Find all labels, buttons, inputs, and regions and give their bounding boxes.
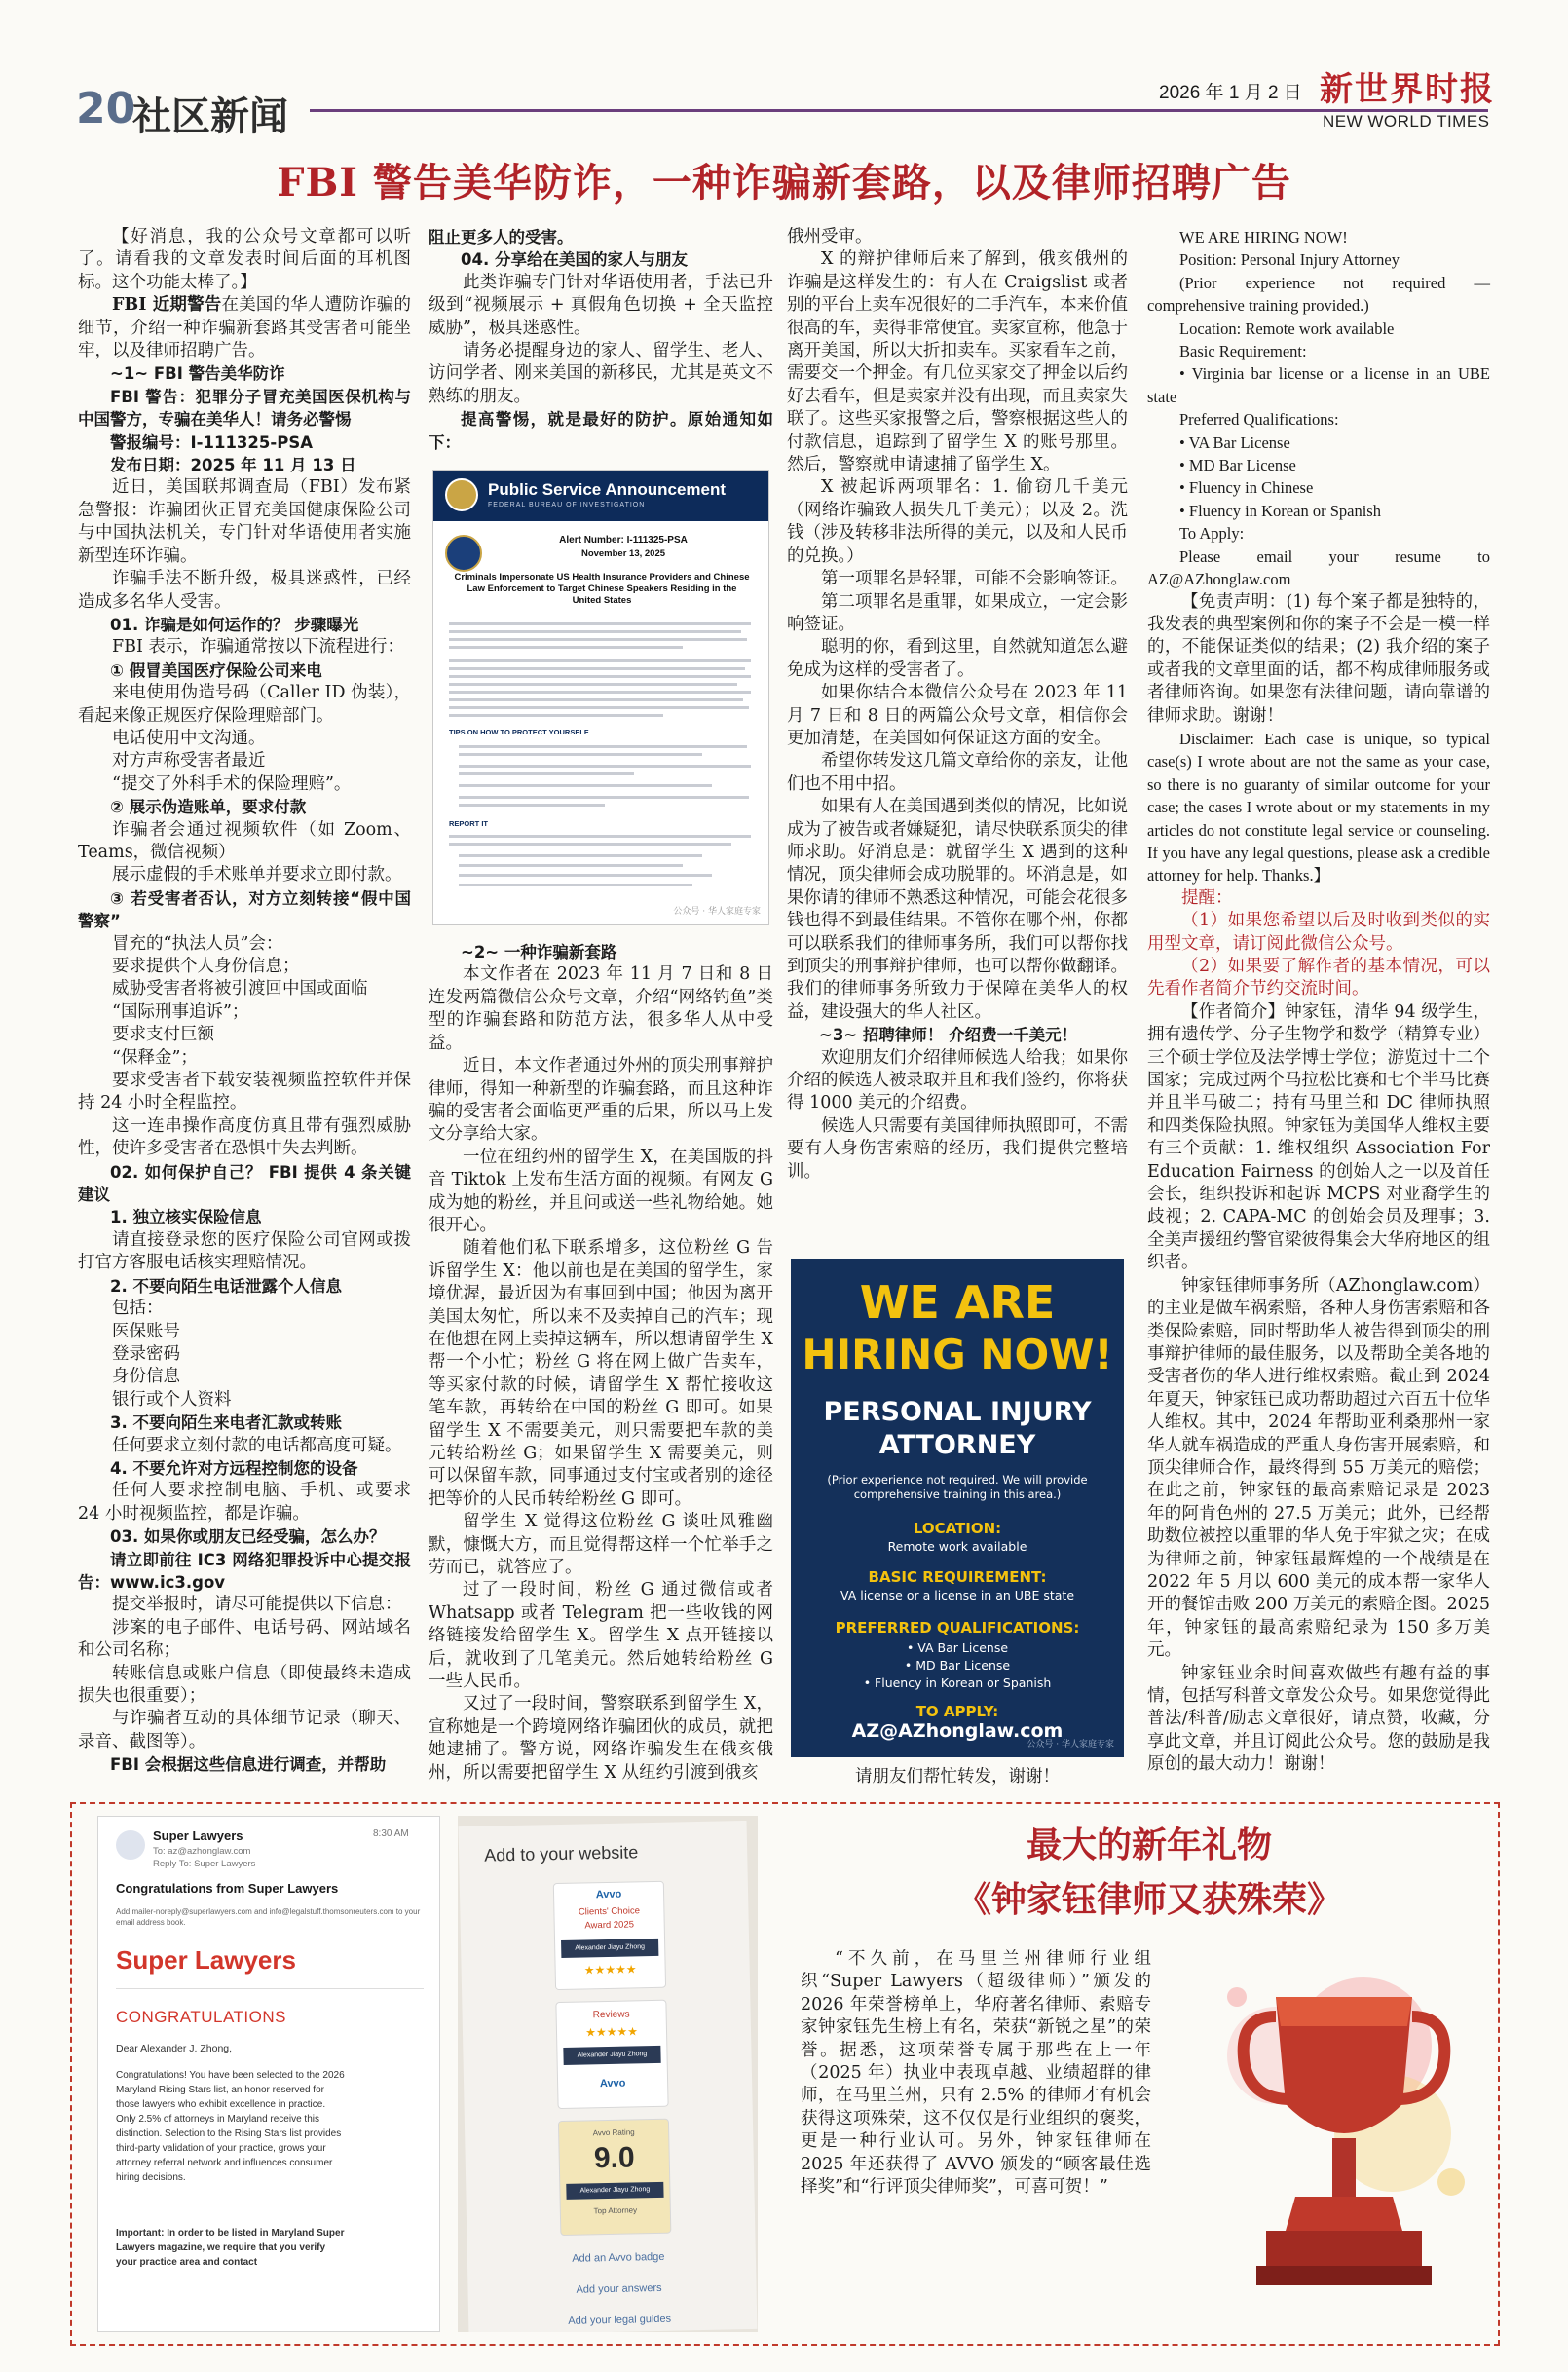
subheading: FBI 会根据这些信息进行调查，并帮助 <box>110 1755 387 1775</box>
subheading: 03. 如果你或朋友已经受骗，怎么办？ <box>110 1527 386 1547</box>
paragraph: 过了一段时间，粉丝 G 通过微信或者 Whatsapp 或者 Telegram 把一些收钱的网络链接发给留学生 X。留学生 X 点开链接以后，就收到了几笔美元。然后她转给粉丝 G 一些人民币。 <box>429 1580 773 1692</box>
paragraph: 一位在纽约州的留学生 X，在美国版的抖音 Tiktok 上发布生活方面的视频。有网友 G 成为她的粉丝，并且问或送一些礼物给她。她很开心。 <box>429 1147 773 1235</box>
release-date: 发布日期：2025 年 11 月 13 日 <box>110 456 356 475</box>
paragraph: 希望你转发这几篇文章给你的亲友，让他们也不用中招。 <box>787 751 1128 794</box>
text-line <box>449 630 741 633</box>
job-line: Position: Personal Injury Attorney <box>1179 250 1400 270</box>
ad-line-3: PERSONAL INJURY <box>823 1397 1092 1427</box>
list-item: 展示虚假的手术账单并要求立即付款。 <box>112 865 402 885</box>
ad-line-4: ATTORNEY <box>878 1430 1036 1460</box>
fbi-psa-image <box>432 470 769 925</box>
hiring-ad-image <box>791 1259 1124 1757</box>
text-line <box>449 843 731 846</box>
badge-name: Alexander Jiayu Zhong <box>563 2046 660 2065</box>
list-item: 转账信息或账户信息（即使最终未造成损失也很重要）； <box>78 1663 411 1706</box>
reminder-item: （1）如果您希望以后及时收到类似的实用型文章，请订阅此微信公众号。 <box>1147 911 1490 954</box>
ad-pref-item: • Fluency in Korean or Spanish <box>863 1675 1052 1690</box>
reviews-badge <box>555 2000 668 2109</box>
paragraph-text: 在美国的华人遭防诈骗的细节，介绍一种诈骗新套路其受害者可能坐牢，以及律师招聘广告。 <box>78 295 411 361</box>
section-title: 社区新闻 <box>132 94 288 139</box>
watermark: 公众号 · 华人家庭专家 <box>673 907 761 917</box>
avvo-badges-photo <box>458 1816 758 2332</box>
psa-title: Public Service Announcement <box>488 480 727 499</box>
masthead-english: NEW WORLD TIMES <box>1323 112 1490 131</box>
badge-line: Top Attorney <box>593 2205 638 2216</box>
ad-basic-value: VA license or a license in an UBE state <box>840 1588 1075 1602</box>
email-reply-to: Reply To: Super Lawyers <box>153 1859 256 1869</box>
masthead-chinese: 新世界时报 <box>1320 70 1495 109</box>
subheading: 4. 不要允许对方远程控制您的设备 <box>110 1458 358 1478</box>
paragraph: 诈骗手法不断升级，极具迷惑性，已经造成多名华人受害。 <box>78 569 411 612</box>
firm-description: 钟家钰律师事务所（AZhonglaw.com）的主业是做车祸索赔，各种人身伤害索赔和各类保险索赔，同时帮助华人被告得到顶尖的刑事辩护律师的最佳服务，以及帮助全美各地的受害者伤的华人进行维权索赔。截止到 2024 年夏天，钟家钰已成功帮助超过六百五十位华人维权。其中，2024 年帮助亚利桑那州一家华人就车祸造成的严重人身伤害开展索赔，和顶尖律师合作，最终得到 55 万美元的赔偿；在此之前，钟家钰的最高索赔记录是 2023 年的阿肯色州的 27.5 万美元；此外，已经帮助数位被控以重罪的华人免于牢狱之灾；在成为律师之前，钟家钰最辉煌的一个战绩是在 2022 年 5 月以 600 美元的成本帮一家华人开的餐馆击败 200 万美元的索赔企图。2025 年，钟家钰的最高索赔纪录为 150 多万美元。 <box>1147 1275 1490 1661</box>
subheading: 1. 独立核实保险信息 <box>110 1208 262 1227</box>
list-item: 冒充的“执法人员”会： <box>112 933 283 954</box>
subheading: 提高警惕，就是最好的防护。原始通知如下： <box>429 410 773 452</box>
job-line: Preferred Qualifications: <box>1179 410 1339 430</box>
psa-alert-number: Alert Number: I-111325-PSA <box>559 535 688 546</box>
text-line <box>459 753 702 756</box>
reminder-label: 提醒： <box>1181 887 1233 908</box>
psa-date: November 13, 2025 <box>580 548 666 559</box>
job-line: (Prior experience not required — comprehensive training provided.) <box>1147 273 1490 316</box>
subheading: 01. 诈骗是如何运作的？ 步骤曝光 <box>110 615 359 634</box>
disclaimer-chinese: 【免责声明：(1) 每个案子都是独特的，我发表的典型案例和你的案子不会是一模一样的，不能保证类似的结果；(2) 我介绍的案子或者我的文章里面的话，都不构成律师服务或者律师咨询。如果您有法律问题，请向靠谱的律师求助。谢谢！ <box>1147 591 1490 726</box>
text-line <box>449 835 751 838</box>
avvo-logo: Avvo <box>599 2077 626 2090</box>
paragraph: 【好消息，我的公众号文章都可以听了。请看我的文章发表时间后面的耳机图标。这个功能太棒了。】 <box>78 227 411 292</box>
photo-sheet <box>459 1821 758 2332</box>
header-rule <box>310 109 1488 112</box>
add-badge-link[interactable]: Add an Avvo badge <box>572 2250 665 2265</box>
psa-report-heading: REPORT IT <box>449 819 489 828</box>
job-line: Location: Remote work available <box>1179 319 1395 338</box>
list-item: 涉案的电子邮件、电话号码、网站域名和公司名称； <box>78 1617 411 1661</box>
ad-line-1: WE ARE <box>859 1276 1056 1329</box>
job-line: WE ARE HIRING NOW! <box>1179 228 1348 246</box>
avvo-logo: Avvo <box>595 1888 622 1901</box>
text-line <box>449 646 683 649</box>
ad-location-value: Remote work available <box>887 1539 1027 1554</box>
list-item: 要求支付巨额 <box>112 1025 214 1045</box>
reminder-item: （2）如果要了解作者的基本情况，可以先看作者简介节约交流时间。 <box>1147 957 1490 999</box>
add-guides-link[interactable]: Add your legal guides <box>568 2313 672 2327</box>
badge-name: Alexander Jiayu Zhong <box>561 1939 658 1958</box>
text-line <box>459 874 712 877</box>
bold-lead: FBI 近期警告 <box>112 295 222 316</box>
column-3 <box>787 226 1128 1184</box>
subheading: ② 展示伪造账单，要求付款 <box>110 798 307 817</box>
email-important: Important: In order to be listed in Maryland Super Lawyers magazine, we require that you verify your practice area and contact <box>116 2228 345 2268</box>
disclaimer-english: Disclaimer: Each case is unique, so typical case(s) I wrote about are not the same as your case, so there is no guaranty of similar outcome for your case; the cases I wrote about or my statements in my articles do not constitute legal service or counseling. If you have any legal questions, please ask a credible attorney for help. Thanks.】 <box>1147 729 1490 885</box>
paragraph: 任何要求立刻付款的电话都高度可疑。 <box>112 1435 402 1455</box>
text-line <box>459 796 749 799</box>
fbi-badge-icon <box>445 535 482 572</box>
ad-location-label: LOCATION: <box>913 1520 1002 1537</box>
ad-apply-label: TO APPLY: <box>915 1703 999 1720</box>
list-item: 包括： <box>112 1299 164 1319</box>
paragraph: 近日，美国联邦调查局（FBI）发布紧急警报：诈骗团伙正冒充美国健康保险公司与中国执法机关，专门针对华语使用者实施新型连环诈骗。 <box>78 477 411 566</box>
job-line: • Fluency in Chinese <box>1179 478 1314 498</box>
congratulations-heading: CONGRATULATIONS <box>116 2008 286 2026</box>
list-item: 威胁受害者将被引渡回中国或面临 <box>112 979 368 999</box>
list-item: 要求提供个人身份信息； <box>112 957 300 976</box>
list-item: 银行或个人资料 <box>112 1389 232 1410</box>
add-answers-link[interactable]: Add your answers <box>576 2281 662 2296</box>
email-to: To: az@azhonglaw.com <box>153 1846 251 1857</box>
text-line <box>459 854 702 857</box>
subheading: ③ 若受害者否认，对方立刻转接“假中国警察” <box>78 888 411 931</box>
paragraph: 俄州受审。 <box>787 227 873 246</box>
job-line: • VA Bar License <box>1179 433 1290 452</box>
paragraph: 本文作者在 2023 年 11 月 7 日和 8 日连发两篇微信公众号文章，介绍“网络钓鱼”类型的诈骗套路和防范方法，很多华人从中受益。 <box>429 964 773 1053</box>
badge-line: Reviews <box>592 2009 630 2021</box>
list-item: “国际刑事追诉”； <box>112 1001 249 1022</box>
super-lawyers-email-image <box>97 1816 440 2332</box>
badge-name: Alexander Jiayu Zhong <box>566 2182 663 2200</box>
email-add-line: Add mailer-noreply@superlawyers.com and info@legalstuff.thomsonreuters.com to your email address book. <box>116 1907 421 1927</box>
subheading: ① 假冒美国医疗保险公司来电 <box>110 660 322 680</box>
badge-line: Avvo Rating <box>592 2127 635 2138</box>
job-line: • Virginia bar license or a license in an UBE state <box>1147 364 1490 406</box>
issue-date: 2026 年 1 月 2 日 <box>1159 83 1302 103</box>
subheading: 请立即前往 IC3 网络犯罪投诉中心提交报告：www.ic3.gov <box>78 1550 411 1592</box>
paragraph: 此类诈骗专门针对华语使用者，手法已升级到“视频展示 + 真假角色切换 + 全天监控威胁”，极具迷惑性。 <box>429 272 773 338</box>
subheading: 04. 分享给在美国的家人与朋友 <box>461 250 688 270</box>
ad-apply-email: AZ@AZhonglaw.com <box>851 1720 1064 1742</box>
paragraph <box>78 294 411 362</box>
text-line <box>459 765 751 768</box>
list-item: 要求受害者下载安装视频监控软件并保持 24 小时全程监控。 <box>78 1071 411 1113</box>
text-line <box>449 706 749 709</box>
avatar <box>116 1830 145 1860</box>
paragraph: 第二项罪名是重罪，如果成立，一定会影响签证。 <box>787 591 1128 634</box>
paragraph: “不久前，在马里兰州律师行业组织“Super Lawyers（超级律师）”颁发的 2026 年荣誉榜单上，华府著名律师、索赔专家钟家钰先生榜上有名，荣获“新锐之星”的荣誉。据悉，这项荣誉专属于那些在上一年（2025 年）执业中表现卓越、业绩超群的律师，在马里兰州，只有 2.5% 的律师才有机会获得这项殊荣，这不仅仅是行业组织的褒奖，更是一种行业认可。另外，钟家钰律师在 2025 年还获得了 AVVO 颁发的“顾客最佳选择奖”和“行评顶尖律师奖”，可喜可贺！” <box>801 1949 1151 2198</box>
paragraph: 欢迎朋友们介绍律师候选人给我；如果你介绍的候选人被录取并且和我们签约，你将获得 1000 美元的介绍费。 <box>787 1047 1128 1113</box>
column-2 <box>429 226 773 1785</box>
photo-title: Add to your website <box>483 1842 639 1865</box>
author-bio: 【作者简介】钟家钰，清华 94 级学生，拥有遗传学、分子生物学和数学（精算专业）三个硕士学位及法学博士学位；游览过十二个国家；完成过两个马拉松比赛和七个半马比赛并且半马破二；持有马里兰和 DC 律师执照和四类保险执照。钟家钰为美国华人维权主要有三个贡献：1. 维权组织 Association For Education Fairness 的创始人之一以及首任会长，组织投诉和起诉 MCPS 对亚裔学生的歧视；2. CAPA-MC 的创始会员及理事；3. 全美声援纽约警官梁彼得集会大华府地区的组织者。 <box>1147 1001 1490 1273</box>
text-line <box>459 804 605 807</box>
list-item: “保释金”； <box>112 1047 198 1068</box>
paragraph: 这一连串操作高度仿真且带有强烈威胁性，使许多受害者在恐惧中失去判断。 <box>78 1115 411 1159</box>
super-lawyers-logo: Super Lawyers <box>116 1945 296 1975</box>
subheading: 阻止更多人的受害。 <box>429 228 574 246</box>
paragraph: 第一项罪名是轻罪，可能不会影响签证。 <box>821 569 1128 589</box>
text-line <box>459 772 634 775</box>
fbi-seal-icon <box>445 478 478 511</box>
email-greeting: Dear Alexander J. Zhong, <box>116 2043 233 2054</box>
column-4 <box>1147 226 1490 1777</box>
ad-caption: 请朋友们帮忙转发，谢谢！ <box>855 1767 1060 1787</box>
paragraph: 任何人要求控制电脑、手机、或要求 24 小时视频监控，都是诈骗。 <box>78 1481 411 1524</box>
subheading: FBI 警告：犯罪分子冒充美国医保机构与中国警方，专骗在美华人！请务必警惕 <box>78 387 411 430</box>
text-line <box>459 884 692 886</box>
text-line <box>449 622 751 625</box>
subheading: 3. 不要向陌生来电者汇款或转账 <box>110 1413 342 1433</box>
list-item: 身份信息 <box>112 1367 180 1387</box>
text-line <box>449 683 737 686</box>
subheading: ~2~ 一种诈骗新套路 <box>461 943 617 962</box>
page-number: 20 <box>76 84 136 133</box>
award-subtitle: 《钟家钰律师又获殊荣》 <box>955 1879 1342 1920</box>
trophy-icon <box>1169 1939 1490 2328</box>
list-item: 来电使用伪造号码（Caller ID 伪装），看起来像正规医疗保险理赔部门。 <box>78 683 411 726</box>
paragraph: 提交举报时，请尽可能提供以下信息： <box>112 1595 402 1615</box>
psa-tips-heading: TIPS ON HOW TO PROTECT YOURSELF <box>449 728 589 736</box>
ad-basic-label: BASIC REQUIREMENT: <box>868 1568 1047 1586</box>
subheading: ~1~ FBI 警告美华防诈 <box>110 364 285 384</box>
list-item: 电话使用中文沟通。 <box>112 728 266 748</box>
paragraph: 请直接登录您的医疗保险公司官网或拨打官方客服电话核实理赔情况。 <box>78 1229 411 1273</box>
headline: FBI 警告美华防诈，一种诈骗新套路，以及律师招聘广告 <box>277 160 1291 206</box>
award-body <box>801 1948 1151 2199</box>
text-line <box>449 675 751 678</box>
email-time: 8:30 AM <box>373 1828 409 1839</box>
text-line <box>449 667 745 670</box>
paragraph: X 的辩护律师后来了解到，俄亥俄州的诈骗是这样发生的：有人在 Craigslist 或者别的平台上卖车况很好的二手汽车，本来价值很高的车，卖得非常便宜。卖家宣称，他急于离开美国，所以大折扣卖车。买家看车之前，需要交一个押金。有几位买家交了押金以后约好去看车，但是卖家并没有出现，而且卖家失联了。这些买家报警之后，警察根据这些人的付款信息，追踪到了留学生 X 的账号那里。然后，警察就申请逮捕了留学生 X。 <box>787 249 1128 475</box>
paragraph: 又过了一段时间，警察联系到留学生 X，宣称她是一个跨境网络诈骗团伙的成员，就把她逮捕了。警方说，网络诈骗发生在俄亥俄州，所以需要把留学生 X 从纽约引渡到俄亥 <box>429 1694 773 1783</box>
ad-pref-label: PREFERRED QUALIFICATIONS: <box>835 1619 1080 1637</box>
closing-paragraph: 钟家钰业余时间喜欢做些有趣有益的事情，包括写科普文章发公众号。如果您觉得此普法/科普/励志文章很好，请点赞，收藏，分享此文章，并且订阅此公众号。您的鼓励是我原创的最大动力！谢谢！ <box>1147 1663 1490 1775</box>
job-line: • MD Bar License <box>1179 456 1296 475</box>
ad-line-2: HIRING NOW! <box>802 1331 1113 1378</box>
watermark: 公众号 · 华人家庭专家 <box>1027 1740 1114 1750</box>
text-line <box>459 784 712 787</box>
text-line <box>449 698 743 701</box>
psa-headline: Criminals Impersonate US Health Insurance Providers and Chinese Law Enforcement to Target Chinese Speakers Residing in the United States <box>454 572 750 606</box>
job-line: To Apply: <box>1179 524 1245 544</box>
divider <box>116 1988 424 1989</box>
ad-pref-item: • VA Bar License <box>906 1640 1009 1655</box>
text-line <box>449 714 663 717</box>
list-item: 登录密码 <box>112 1343 180 1364</box>
list-item: 与诈骗者互动的具体细节记录（聊天、录音、截图等）。 <box>78 1709 411 1751</box>
paragraph: 如果你结合本微信公众号在 2023 年 11 月 7 日和 8 日的两篇公众号文章，相信你会更加清楚，在美国如何保证这方面的安全。 <box>787 683 1128 748</box>
list-item: 对方声称受害者最近 <box>112 751 266 772</box>
email-sender: Super Lawyers <box>153 1828 243 1843</box>
text-line <box>449 691 751 694</box>
paragraph: FBI 表示，诈骗通常按以下流程进行： <box>112 637 404 658</box>
subheading: ~3~ 招聘律师！ 介绍费一千美元！ <box>819 1026 1078 1045</box>
paragraph: 留学生 X 觉得这位粉丝 G 谈吐风雅幽默，慷慨大方，而且觉得帮这样一个忙举手之劳而已，就答应了。 <box>429 1512 773 1578</box>
paragraph: 随着他们私下联系增多，这位粉丝 G 告诉留学生 X：他以前也是在美国的留学生，家境优渥，最近因为有事回到中国；他因为离开美国太匆忙，所以来不及卖掉自己的汽车；现在他想在网上卖掉这辆车，所以想请留学生 X 帮一个小忙；粉丝 G 将在网上做广告卖车，等买家付款的时候，请留学生 X 帮忙接收这笔车款，再转给在中国的粉丝 G 即可。如果留学生 X 不需要美元，则只需要把车款的美元转给粉丝 G；如果留学生 X 需要美元，则可以保留车款，同事通过支付宝或者别的途径把等价的人民币转给粉丝 G 即可。 <box>429 1238 773 1509</box>
paragraph: 请务必提醒身边的家人、留学生、老人、访问学者、刚来美国的新移民，尤其是英文不熟练的朋友。 <box>429 341 773 406</box>
job-line: • Fluency in Korean or Spanish <box>1179 501 1381 520</box>
text-line <box>449 659 751 662</box>
list-item: “提交了外科手术的保险理赔”。 <box>112 773 352 794</box>
email-body: Congratulations! You have been selected to the 2026 Maryland Rising Stars list, an honor reserved for those lawyers who exhibit excellence in practice. Only 2.5% of attorneys in Maryland receive this distinction. Selection to the Rising Stars list provides third-party validation of your practice, grows your attorney referral network and influences consumer hiring decisions. <box>116 2070 345 2183</box>
star-rating-icon: ★★★★★ <box>584 2024 639 2040</box>
text-line <box>459 745 747 748</box>
paragraph: 聪明的你，看到这里，自然就知道怎么避免成为这样的受害者了。 <box>787 637 1128 680</box>
paragraph: 候选人只需要有美国律师执照即可，不需要有人身伤害索赔的经历，我们提供完整培训。 <box>787 1115 1128 1182</box>
text-line <box>459 864 683 867</box>
psa-subtitle: FEDERAL BUREAU OF INVESTIGATION <box>488 502 646 508</box>
clients-choice-badge <box>553 1881 666 1990</box>
alert-number: 警报编号：I-111325-PSA <box>110 433 313 452</box>
list-item: 医保账号 <box>112 1321 180 1341</box>
badge-line: Clients' Choice <box>578 1905 641 1918</box>
list-item: 诈骗者会通过视频软件（如 Zoom、Teams，微信视频） <box>78 819 411 862</box>
ad-note: (Prior experience not required. We will provide comprehensive training in this area.) <box>827 1473 1088 1501</box>
award-title: 最大的新年礼物 <box>1026 1825 1272 1865</box>
text-line <box>449 638 747 641</box>
job-line: Please email your resume to AZ@AZhonglaw.com <box>1147 546 1490 589</box>
paragraph: 如果有人在美国遇到类似的情况，比如说成为了被告或者嫌疑犯，请尽快联系顶尖的律师求助。好消息是：就留学生 X 遇到的这种情况，顶尖律师会成功脱罪的。坏消息是，如果你请的律师不熟悉这种情况，可能会花很多钱也得不到最佳结果。不管你在哪个州，你都可以联系我们的律师事务所，我们可以帮你找到顶尖的刑事辩护律师，也可以帮你做翻译。我们的律师事务所致力于保障在美华人的权益，建设强大的华人社区。 <box>787 797 1128 1022</box>
column-1 <box>78 226 411 1777</box>
job-line: Basic Requirement: <box>1179 342 1307 361</box>
subheading: 02. 如何保护自己？ FBI 提供 4 条关键建议 <box>78 1162 411 1205</box>
subheading: 2. 不要向陌生电话泄露个人信息 <box>110 1276 342 1296</box>
rating-score: 9.0 <box>593 2141 635 2175</box>
badge-line: Award 2025 <box>584 1919 635 1932</box>
avvo-rating-badge <box>558 2119 671 2236</box>
paragraph: 近日，本文作者通过外州的顶尖刑事辩护律师，得知一种新型的诈骗套路，而且这种诈骗的受害者会面临更严重的后果，所以马上发文分享给大家。 <box>429 1056 773 1145</box>
email-subject: Congratulations from Super Lawyers <box>116 1881 339 1896</box>
paragraph: X 被起诉两项罪名：1. 偷窃几千美元（网络诈骗致人损失几千美元）；以及 2。洗钱（涉及转移非法所得的美元，以及和人民币的兑换。） <box>787 477 1128 566</box>
star-rating-icon: ★★★★★ <box>583 1962 637 1977</box>
ad-pref-item: • MD Bar License <box>904 1658 1011 1673</box>
